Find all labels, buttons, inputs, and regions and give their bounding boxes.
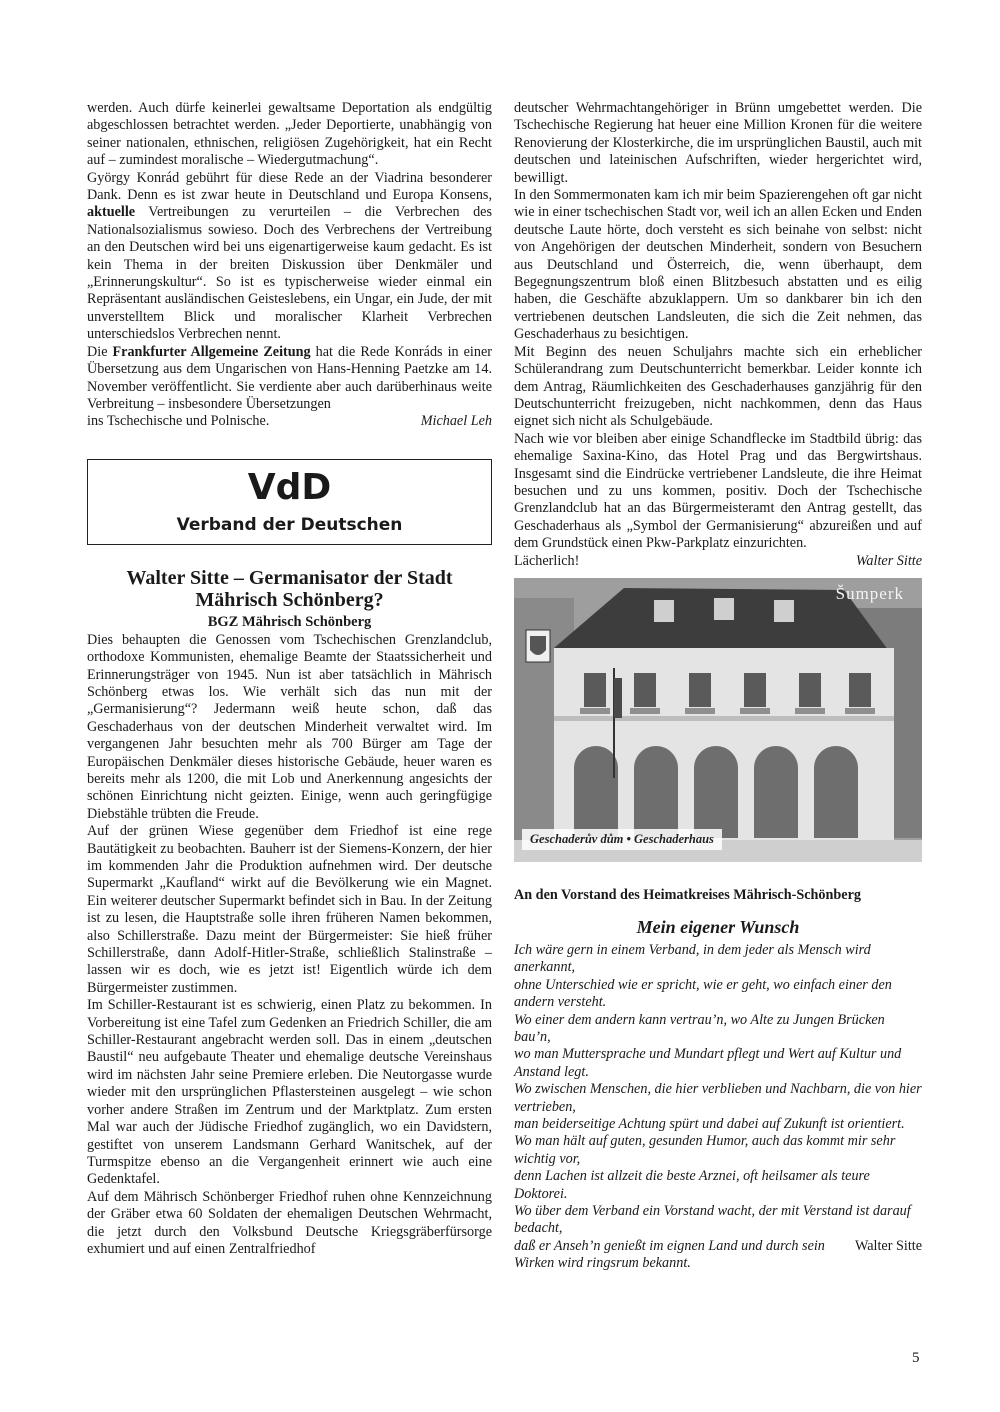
- poem-line: Wo zwischen Menschen, die hier verblieben und Nachbarn, die von hier vertrieben,: [514, 1081, 922, 1115]
- paragraph: Nach wie vor bleiben aber einige Schandflecke im Stadtbild übrig: das ehemalige Saxina-Kino, das Hotel Prag und das Bergwirtshaus. Insgesamt sind die Eindrücke vertriebener Landsleute, die ihre Heimat besuchen und zu uns kommen, positiv. Doch der Tschechische Grenzlandclub hat an das Bürgermeisteramt den Antrag gestellt, das Geschaderhaus als „Symbol der Germanisierung“ abzureißen und auf dem Grundstück einen Pkw-Parkplatz einzurichten.: [514, 430, 922, 552]
- paragraph: deutscher Wehrmachtangehöriger in Brünn umgebettet werden. Die Tschechische Regierung hat heuer eine Million Kronen für die weitere Renovierung der Klosterkirche, die im ursprünglichen Baustil, auch mit deutschen und lateinischen Aufschriften, wieder hergerichtet wird, bewilligt.: [514, 100, 922, 186]
- paragraph: Dies behaupten die Genossen vom Tschechischen Grenzlandclub, orthodoxe Kommunisten, ehemalige Beamte der Staatssicherheit und Erinnerungsträger von 1945. Nun ist aber tatsächlich in Mährisch Schönberg etwas los. Wie verhält sich das nun mit der „Germanisierung“? Jedermann weiß heute schon, daß das Geschaderhaus von der deutschen Minderheit verwaltet wird. Im vergangenen Jahr besuchten mehr als 700 Bürger am Tage der Europäischen Denkmäler dieses historische Gebäude, heuer waren es bereits mehr als 1200, die mit Lob und Anerkennung angesichts der schönen Einrichtung nicht geizten. Einige, wenn auch geringfügige Diebstähle trübten die Freude.: [87, 631, 492, 822]
- building-illustration: [514, 578, 922, 862]
- photo-caption: Geschaderův dům • Geschaderhaus: [522, 829, 722, 850]
- vdd-abbreviation: VdD: [247, 466, 332, 508]
- left-column: [87, 100, 492, 1258]
- author-walter-sitte: Walter Sitte: [855, 552, 922, 569]
- paragraph: Im Schiller-Restaurant ist es schwierig, einen Platz zu bekommen. In Vorbereitung ist eine Tafel zum Gedenken an Friedrich Schiller, die am Schiller-Restaurant angebracht werden soll. Das in einem „deutschen Baustil“ neu aufgebaute Theater und ehemalige deutsche Vereinshaus wird im nächsten Jahr seine Premiere erleben. Die Neutorgasse wurde wieder mit den ursprünglichen Pflastersteinen ausgelegt – wie schon vorher andere Straßen im Zentrum und der Marktplatz. Zum ersten Mal war auch der Jüdische Friedhof zugänglich, wo ein Davidstern, gestiftet von unserem Landsmann Gerhard Wanitschek, auf der Turmspitze ebenso an die Vergangenheit erinnert wie auch eine Gedenktafel.: [87, 997, 492, 1188]
- poem-line: wo man Muttersprache und Mundart pflegt und Wert auf Kultur und Anstand legt.: [514, 1046, 902, 1080]
- signature-line: Lächerlich! Walter Sitte: [514, 552, 922, 569]
- poem-line: man beiderseitige Achtung spürt und dabei auf Zukunft ist orientiert.: [514, 1116, 905, 1133]
- letter-heading: An den Vorstand des Heimatkreises Mährisch-Schönberg: [514, 886, 861, 903]
- poem-line: Wo einer dem andern kann vertrau’n, wo Alte zu Jungen Brücken bau’n,: [514, 1011, 885, 1045]
- right-column: [514, 100, 922, 1273]
- article-title: Walter Sitte – Germanisator der Stadt Mährisch Schönberg?: [126, 566, 453, 611]
- vdd-fullname: Verband der Deutschen: [176, 514, 403, 535]
- poem-line: Wo man hält auf guten, gesunden Humor, auch das kommt mir sehr wichtig vor,: [514, 1133, 896, 1167]
- poem-line: Wo über dem Verband ein Vorstand wacht, der mit Verstand ist darauf bedacht,: [514, 1203, 911, 1237]
- paragraph: In den Sommermonaten kam ich mir beim Spazierengehen oft gar nicht wie in einer tschechischen Stadt vor, weil ich an allen Ecken und Enden deutsche Laute hörte, doch versteht es sich beinahe von selbst: nicht von Angehörigen der deutschen Minderheit, sondern von Besuchern aus Deutschland und Österreich, die, wenn überhaupt, dem Begegnungszentrum bloß einen Blitzbesuch abstatten und es eilig haben, die Geschäfte abzuklappern. Um so dankbarer bin ich den vertriebenen deutschen Landsleuten, die sich die Zeit nehmen, das Geschaderhaus zu besichtigen.: [514, 187, 922, 343]
- poem-line: ohne Unterschied wie er spricht, wie er geht, wo einfach einer den andern versteht.: [514, 976, 892, 1011]
- page-number: 5: [912, 1350, 920, 1366]
- paragraph: Auf dem Mährisch Schönberger Friedhof ruhen ohne Kennzeichnung der Gräber etwa 60 Soldaten der ehemaligen Deutschen Wehrmacht, die jetzt durch den Volksbund Deutsche Kriegsgräberfürsorge exhumiert und auf einen Zentralfriedhof: [87, 1188, 492, 1257]
- geschaderhaus-photo: [514, 578, 922, 862]
- paragraph: Die Frankfurter Allgemeine Zeitung hat die Rede Konráds in einer Übersetzung aus dem Ungarischen von Hans-Henning Paetzke am 14. November veröffentlicht. Sie verdiente aber auch darüberhinaus weite Verbreitung – insbesondere Übersetzungen: [87, 343, 492, 412]
- paragraph: Mit Beginn des neuen Schuljahrs machte sich ein erheblicher Schülerandrang zum Deutschunterricht bemerkbar. Leider konnte ich dem Antrag, Räumlichkeiten des Geschaderhauses ganzjährig für den Deutschunterricht freizugeben, nicht nachkommen, denn das Haus eignet sich nicht als Schulgebäude.: [514, 343, 922, 430]
- paragraph: Auf der grünen Wiese gegenüber dem Friedhof ist eine rege Bautätigkeit zu beobachten. Bauherr ist der Siemens-Konzern, der hier im kommenden Jahr die Produktion aufnehmen wird. Der deutsche Supermarkt „Kaufland“ wirkt auf die Bevölkerung wie ein Magnet. Ein weiterer deutscher Supermarkt befindet sich in Bau. In der Zeitung ist zu lesen, die Hauptstraße solle ihren früheren Namen bekommen, also Schillerstraße. Dazu meint der Bürgermeister: Sie hieß früher Schillerstraße, dann Adolf-Hitler-Straße, schließlich Stalinstraße – lassen wir es doch, wie es jetzt ist! Eigentlich würde ich dem Bürgermeister zustimmen.: [87, 823, 492, 996]
- paragraph: György Konrád gebührt für diese Rede an der Viadrina besonderer Dank. Denn es ist zwar heute in Deutschland und Europa Konsens, aktuelle Vertreibungen zu verurteilen – die Verbrechen des Nationalsozialismus sowieso. Doch des Verbrechens der Vertreibung an den Deutschen wird bei uns eigenartigerweise kaum gedacht. Es ist kein Thema in der breiten Diskussion über Denkmäler und „Erinnerungskultur“. So ist es typischerweise wieder einmal ein Repräsentant ausländischen Geisteslebens, ein Ungar, ein Jude, der mit unverstelltem Blick und moralischer Klarheit Verbrechen unterschiedslos Verbrechen nennt.: [87, 169, 492, 343]
- author-michael-leh: Michael Leh: [420, 413, 492, 430]
- photo-title: Šumperk: [835, 583, 904, 603]
- signature-line: ins Tschechische und Polnische. Michael Leh: [87, 413, 492, 430]
- poem-author: Walter Sitte: [854, 1237, 922, 1254]
- poem: [514, 942, 922, 1273]
- poem-line: Ich wäre gern in einem Verband, in dem jeder als Mensch wird anerkannt,: [514, 941, 871, 976]
- article-subtitle: BGZ Mährisch Schönberg: [207, 613, 372, 630]
- poem-last-line: daß er Anseh’n genießt im eignen Land und durch sein Wirken wird ringsrum bekannt. Walter Sitte: [514, 1237, 922, 1272]
- vdd-banner: [87, 459, 492, 545]
- poem-line: denn Lachen ist allzeit die beste Arznei, oft heilsamer als teure Doktorei.: [514, 1168, 870, 1202]
- poem-title: Mein eigener Wunsch: [636, 916, 800, 937]
- paragraph: werden. Auch dürfe keinerlei gewaltsame Deportation als endgültig abgeschlossen betrachtet werden. „Jeder Deportierte, unabhängig von seiner nationalen, ethnischen, religiösen Zugehörigkeit, hat ein Recht auf – zumindest moralische – Wiedergutmachung“.: [87, 100, 492, 169]
